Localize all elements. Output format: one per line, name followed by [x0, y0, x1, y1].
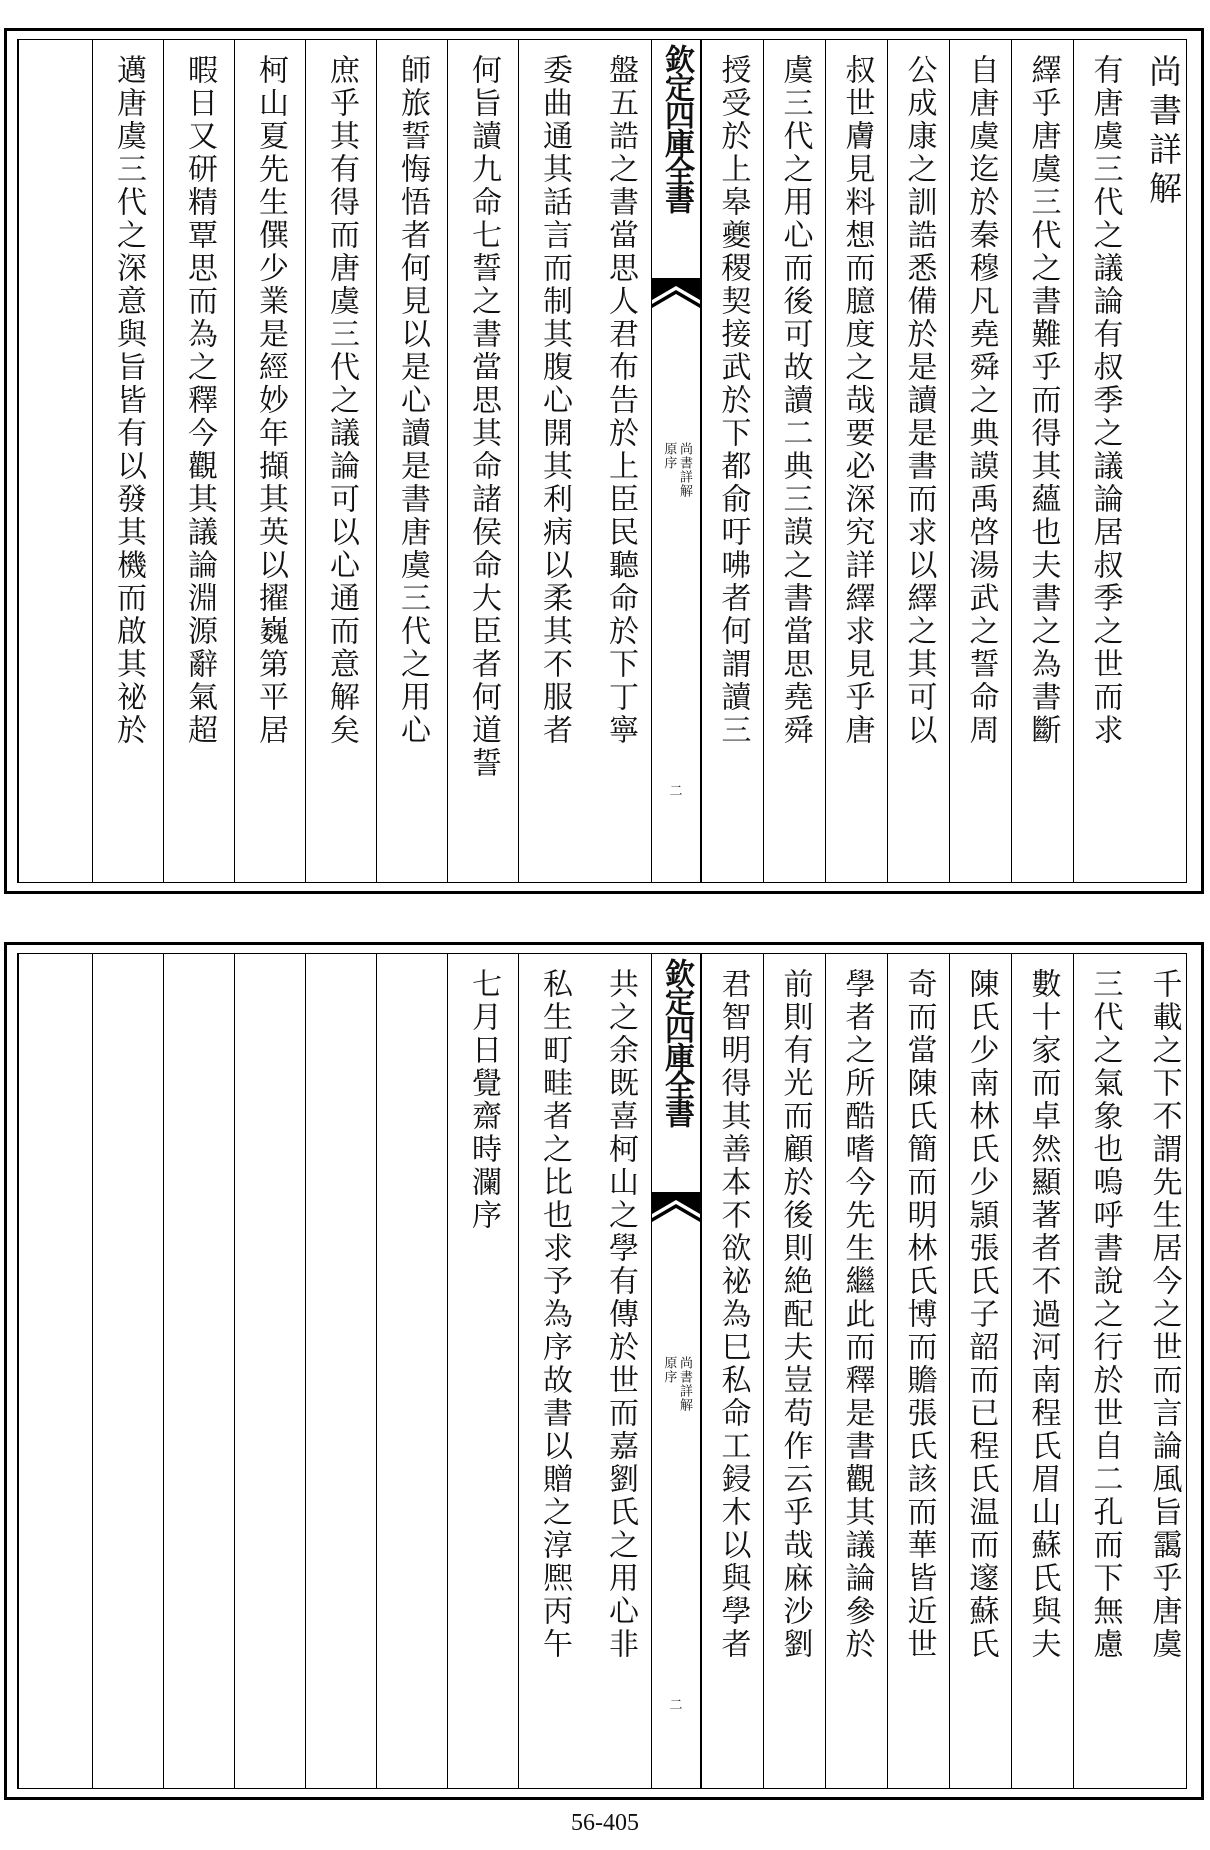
column-text: 柯山夏先生僎少業是經妙年擷其英以擢巍第平居	[253, 54, 288, 747]
column-text: 自唐虞迄於秦穆凡堯舜之典謨禹啓湯武之誓命周	[963, 54, 999, 747]
column-text: 師旅誓悔悟者何見以是心讀是書唐虞三代之用心	[395, 54, 430, 747]
text-column	[825, 40, 887, 882]
column-text: 暇日又研精覃思而為之釋今觀其議論淵源辭氣超	[182, 54, 217, 747]
column-text: 繹乎唐虞三代之書難乎而得其蘊也夫書之為書斷	[1025, 54, 1061, 747]
column-text: 何旨讀九命七誓之書當思其命諸侯命大臣者何道誓	[466, 54, 501, 780]
top-page-text-area	[17, 39, 1187, 883]
column-text: 奇而當陳氏簡而明林氏博而贍張氏該而華皆近世	[901, 968, 937, 1661]
banner-title: 欽定四庫全書	[659, 44, 694, 212]
column-text: 三代之氣象也嗚呼書說之行於世自二孔而下無慮	[1087, 968, 1123, 1661]
leaf-number: 二	[669, 1698, 683, 1713]
blank-column	[163, 954, 234, 1788]
text-column	[701, 40, 763, 882]
text-column	[518, 40, 589, 882]
text-column	[163, 40, 234, 882]
text-column	[887, 954, 949, 1788]
text-column	[305, 40, 376, 882]
text-column	[701, 954, 763, 1788]
running-head-line2: 原序	[661, 442, 677, 470]
column-text: 學者之所酷嗜今先生繼此而釋是書觀其議論參於	[839, 968, 875, 1661]
column-text: 君智明得其善本不欲祕為巳私命工鋟木以與學者	[715, 968, 751, 1661]
column-text: 共之余既喜柯山之學有傳於世而嘉劉氏之用心非	[603, 968, 638, 1661]
page-footer-number: 56-405	[571, 1810, 639, 1836]
running-head	[660, 442, 692, 498]
text-column	[825, 954, 887, 1788]
fish-tail-icon	[652, 1192, 700, 1252]
text-column	[1011, 954, 1073, 1788]
text-column	[763, 954, 825, 1788]
text-column	[949, 954, 1011, 1788]
text-column	[1135, 954, 1192, 1788]
bottom-page-text-area	[17, 953, 1187, 1789]
center-strip	[651, 40, 701, 882]
blank-column	[18, 40, 92, 882]
column-text: 授受於上皋夔稷契接武於下都俞吁咈者何謂讀三	[715, 54, 751, 747]
text-column	[1073, 40, 1135, 882]
text-column	[1011, 40, 1073, 882]
text-column	[589, 954, 651, 1788]
blank-column	[92, 954, 163, 1788]
blank-column	[305, 954, 376, 1788]
column-text: 有唐虞三代之議論有叔季之議論居叔季之世而求	[1087, 54, 1123, 747]
text-column	[949, 40, 1011, 882]
fish-tail-ornament	[652, 1192, 700, 1252]
text-column	[1073, 954, 1135, 1788]
column-text: 叔世膚見料想而臆度之哉要必深究詳繹求見乎唐	[839, 54, 875, 747]
text-column	[447, 40, 518, 882]
running-head-line2: 原序	[661, 1356, 677, 1384]
text-column	[887, 40, 949, 882]
blank-column	[18, 954, 92, 1788]
column-text: 私生町畦者之比也求予為序故書以贈之淳熈丙午	[537, 968, 572, 1661]
fish-tail-icon	[652, 278, 700, 338]
book-title	[1135, 40, 1192, 882]
text-column	[92, 40, 163, 882]
book-title-text: 尚書詳解	[1144, 54, 1183, 210]
column-text: 七月日覺齋時瀾序	[466, 968, 501, 1232]
column-text: 前則有光而顧於後則絶配夫豈苟作云乎哉麻沙劉	[777, 968, 813, 1661]
text-column	[234, 40, 305, 882]
column-text: 千載之下不謂先生居今之世而言論風旨靄乎唐虞	[1146, 968, 1182, 1661]
column-text: 公成康之訓誥悉備於是讀是書而求以繹之其可以	[901, 54, 937, 747]
blank-column	[376, 954, 447, 1788]
text-column	[447, 954, 518, 1788]
column-text: 數十家而卓然顯著者不過河南程氏眉山蘇氏與夫	[1025, 968, 1061, 1661]
column-text: 委曲通其話言而制其腹心開其利病以柔其不服者	[537, 54, 572, 747]
leaf-number: 二	[669, 784, 683, 799]
banner-title: 欽定四庫全書	[659, 958, 694, 1126]
column-text: 邁唐虞三代之深意與旨皆有以發其機而啟其祕於	[111, 54, 146, 747]
running-head	[660, 1356, 692, 1412]
blank-column	[234, 954, 305, 1788]
bottom-page-frame	[4, 942, 1204, 1800]
text-column	[376, 40, 447, 882]
column-text: 庶乎其有得而唐虞三代之議論可以心通而意解矣	[324, 54, 359, 747]
text-column	[763, 40, 825, 882]
fish-tail-ornament	[652, 278, 700, 338]
running-head-line1: 尚書詳解	[677, 442, 692, 498]
top-page-frame	[4, 28, 1204, 894]
running-head-line1: 尚書詳解	[677, 1356, 692, 1412]
column-text: 陳氏少南林氏少頴張氏子韶而已程氏温而邃蘇氏	[963, 968, 999, 1661]
text-column	[589, 40, 651, 882]
text-column	[518, 954, 589, 1788]
center-strip	[651, 954, 701, 1788]
column-text: 盤五誥之書當思人君布告於上臣民聽命於下丁寧	[603, 54, 638, 747]
column-text: 虞三代之用心而後可故讀二典三謨之書當思堯舜	[777, 54, 813, 747]
